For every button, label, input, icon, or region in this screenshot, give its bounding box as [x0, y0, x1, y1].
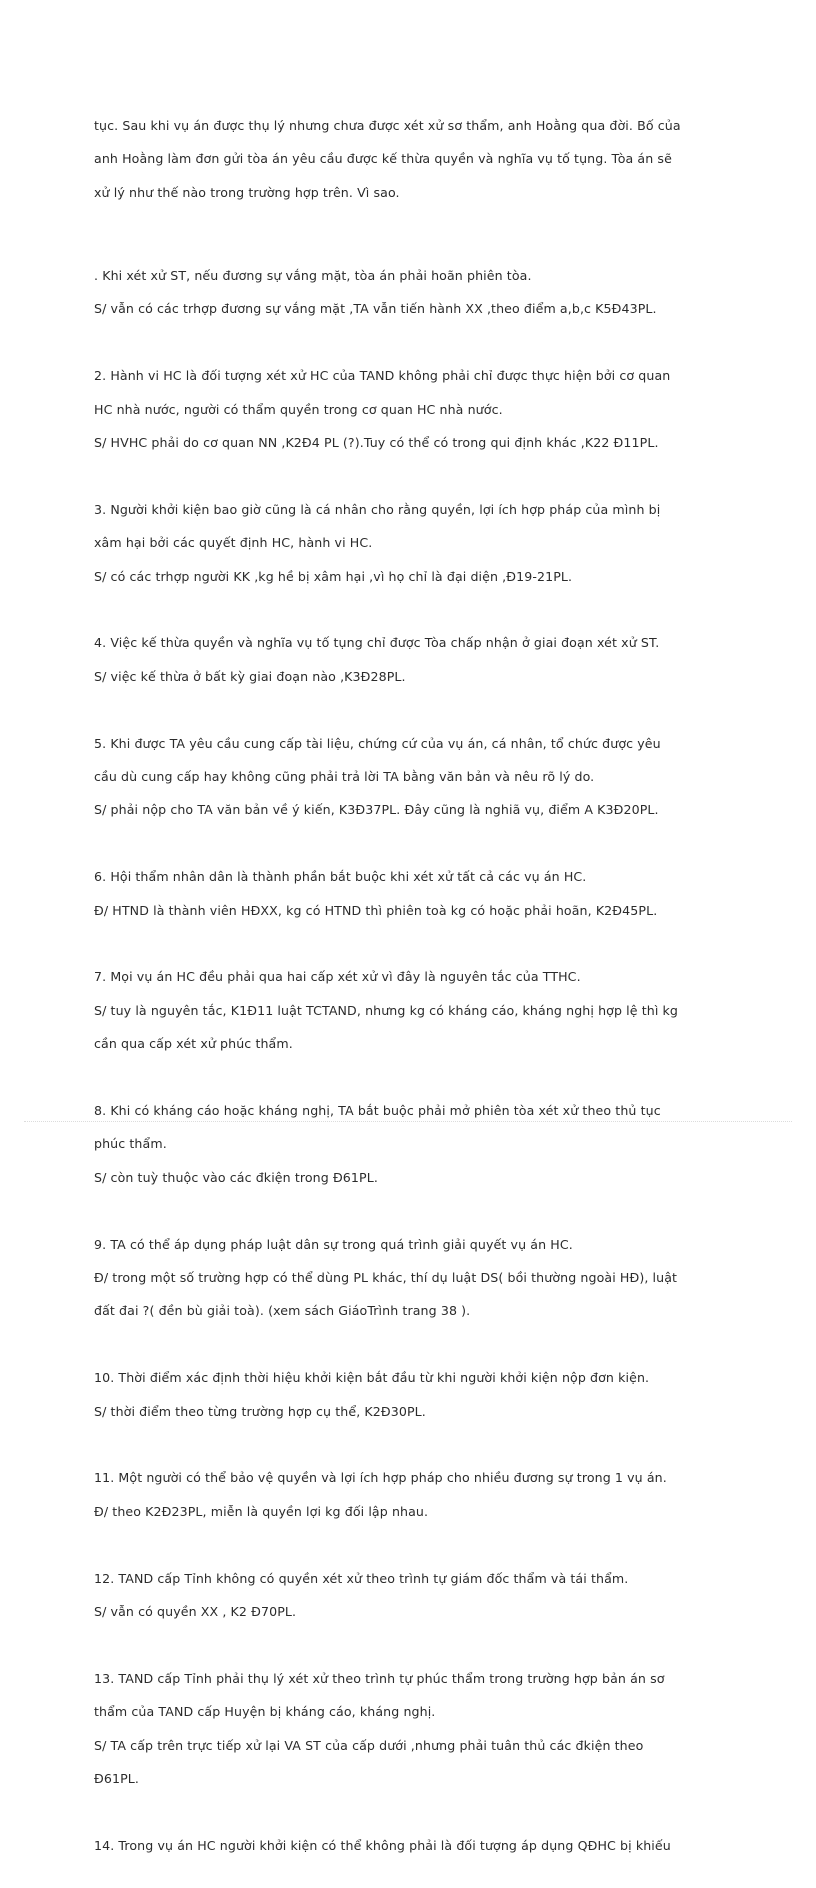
- question-text: 5. Khi được TA yêu cầu cung cấp tài liệu, chứng cứ của vụ án, cá nhân, tổ chức được yêu: [94, 735, 661, 751]
- answer-text: Đ/ HTND là thành viên HĐXX, kg có HTND thì phiên toà kg có hoặc phải hoãn, K2Đ45PL.: [94, 902, 658, 918]
- answer-text: Đ/ theo K2Đ23PL, miễn là quyền lợi kg đối lập nhau.: [94, 1503, 429, 1519]
- question-text: 4. Việc kế thừa quyền và nghĩa vụ tố tụng chỉ được Tòa chấp nhận ở giai đoạn xét xử ST.: [94, 635, 660, 651]
- question-text: cầu dù cung cấp hay không cũng phải trả lời TA bằng văn bản và nêu rõ lý do.: [94, 769, 595, 785]
- question-item: [94, 1654, 734, 1804]
- question-text: 8. Khi có kháng cáo hoặc kháng nghị, TA bắt buộc phải mở phiên tòa xét xử theo thủ tục: [94, 1103, 661, 1119]
- answer-text: S/ thời điểm theo từng trường hợp cụ thể, K2Đ30PL.: [94, 1403, 426, 1419]
- question-item: [94, 1554, 734, 1638]
- answer-text: S/ còn tuỳ thuộc vào các đkiện trong Đ61PL.: [94, 1169, 378, 1185]
- question-item: [94, 1821, 734, 1871]
- question-item: [94, 853, 734, 937]
- question-item: [94, 719, 734, 836]
- answer-text: S/ TA cấp trên trực tiếp xử lại VA ST của cấp dưới ,nhưng phải tuân thủ các đkiện theo: [94, 1737, 644, 1753]
- answer-text: Đ61PL.: [94, 1771, 139, 1787]
- question-text: phúc thẩm.: [94, 1136, 167, 1152]
- answer-text: S/ vẫn có các trhợp đương sự vắng mặt ,TA vẫn tiến hành XX ,theo điểm a,b,c K5Đ43PL.: [94, 301, 657, 317]
- answer-text: S/ tuy là nguyên tắc, K1Đ11 luật TCTAND, nhưng kg có kháng cáo, kháng nghị hợp lệ thì kg: [94, 1002, 679, 1018]
- question-text: 13. TAND cấp Tỉnh phải thụ lý xét xử theo trình tự phúc thẩm trong trường hợp bản án sơ: [94, 1670, 665, 1686]
- question-item: [94, 1454, 734, 1538]
- question-text: HC nhà nước, người có thẩm quyền trong cơ quan HC nhà nước.: [94, 401, 503, 417]
- question-item: [94, 619, 734, 703]
- intro-paragraph: [94, 101, 734, 218]
- question-item: [94, 1354, 734, 1438]
- answer-text: S/ phải nộp cho TA văn bản về ý kiến, K3Đ37PL. Đây cũng là nghiã vụ, điểm A K3Đ20PL.: [94, 802, 659, 818]
- question-text: 14. Trong vụ án HC người khởi kiện có thể không phải là đối tượng áp dụng QĐHC bị khiếu: [94, 1837, 671, 1853]
- answer-text: S/ vẫn có quyền XX , K2 Đ70PL.: [94, 1604, 297, 1620]
- question-text: 9. TA có thể áp dụng pháp luật dân sự trong quá trình giải quyết vụ án HC.: [94, 1236, 573, 1252]
- document-page: [94, 101, 734, 1888]
- answer-text: cần qua cấp xét xử phúc thẩm.: [94, 1036, 293, 1052]
- question-text: . Khi xét xử ST, nếu đương sự vắng mặt, tòa án phải hoãn phiên tòa.: [94, 268, 532, 284]
- answer-text: S/ việc kế thừa ở bất kỳ giai đoạn nào ,K3Đ28PL.: [94, 668, 406, 684]
- question-item: [94, 251, 734, 335]
- question-item: [94, 1086, 734, 1203]
- answer-text: S/ HVHC phải do cơ quan NN ,K2Đ4 PL (?).Tuy có thể có trong qui định khác ,K22 Đ11PL.: [94, 435, 659, 451]
- question-text: 11. Một người có thể bảo vệ quyền và lợi ích hợp pháp cho nhiều đương sự trong 1 vụ án.: [94, 1470, 667, 1486]
- question-text: 3. Người khởi kiện bao giờ cũng là cá nhân cho rằng quyền, lợi ích hợp pháp của mình bị: [94, 501, 661, 517]
- question-item: [94, 485, 734, 602]
- answer-text: đất đai ?( đền bù giải toà). (xem sách GiáoTrình trang 38 ).: [94, 1303, 471, 1319]
- question-item: [94, 1220, 734, 1337]
- question-item: [94, 953, 734, 1070]
- text-line: anh Hoằng làm đơn gửi tòa án yêu cầu được kế thừa quyền và nghĩa vụ tố tụng. Tòa án sẽ: [94, 151, 672, 167]
- page-bottom-divider: [24, 1121, 792, 1122]
- answer-text: Đ/ trong một số trường hợp có thể dùng PL khác, thí dụ luật DS( bồi thường ngoài HĐ), luật: [94, 1270, 678, 1286]
- question-text: 7. Mọi vụ án HC đều phải qua hai cấp xét xử vì đây là nguyên tắc của TTHC.: [94, 969, 581, 985]
- question-text: xâm hại bởi các quyết định HC, hành vi HC.: [94, 535, 373, 551]
- text-line: xử lý như thế nào trong trường hợp trên. Vì sao.: [94, 184, 400, 200]
- text-line: tục. Sau khi vụ án được thụ lý nhưng chưa được xét xử sơ thẩm, anh Hoằng qua đời. Bố của: [94, 117, 681, 133]
- question-text: 12. TAND cấp Tỉnh không có quyền xét xử theo trình tự giám đốc thẩm và tái thẩm.: [94, 1570, 629, 1586]
- question-text: 6. Hội thẩm nhân dân là thành phần bắt buộc khi xét xử tất cả các vụ án HC.: [94, 869, 587, 885]
- question-item: [94, 352, 734, 469]
- question-text: 2. Hành vi HC là đối tượng xét xử HC của TAND không phải chỉ được thực hiện bởi cơ quan: [94, 368, 671, 384]
- question-text: 10. Thời điểm xác định thời hiệu khởi kiện bắt đầu từ khi người khởi kiện nộp đơn kiện.: [94, 1370, 650, 1386]
- answer-text: S/ có các trhợp người KK ,kg hề bị xâm hại ,vì họ chỉ là đại diện ,Đ19-21PL.: [94, 568, 573, 584]
- question-text: thẩm của TAND cấp Huyện bị kháng cáo, kháng nghị.: [94, 1704, 436, 1720]
